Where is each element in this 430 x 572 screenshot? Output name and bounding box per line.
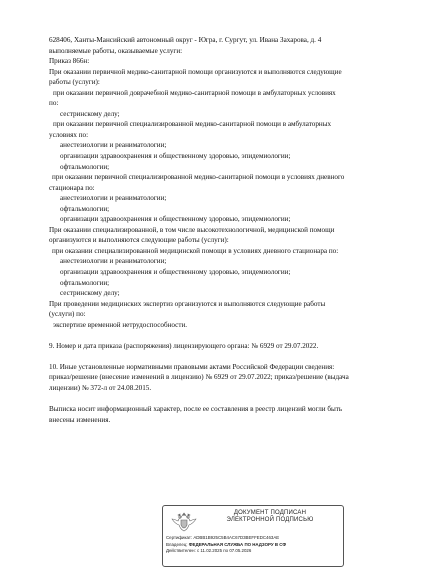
stamp-owner <box>166 542 342 549</box>
paragraph-spacer <box>49 351 381 362</box>
document-line: 628406, Ханты-Мансийский автономный округ - Югра, г. Сургут, ул. Ивана Захарова, д. 4 <box>49 36 322 44</box>
document-line: 9. Номер и дата приказа (распоряжения) лицензирующего органа: № 6929 от 29.07.2022. <box>49 341 319 350</box>
document-line: офтальмологии; <box>60 278 110 287</box>
paragraph-spacer <box>49 394 381 405</box>
stamp-certificate <box>166 535 342 542</box>
document-line: анестезиологии и реаниматологии; <box>60 194 167 203</box>
document-line: при оказании первичной специализированной медико-санитарной помощи в условиях дневного <box>52 173 345 182</box>
paragraph-spacer <box>49 330 381 341</box>
document-line: лицензии) № 372-л от 24.08.2015. <box>49 383 152 392</box>
document-line: При проведении медицинских экспертиз организуются и выполняются следующие работы <box>49 299 326 308</box>
document-line: при оказании первичной специализированной медико-санитарной помощи в амбулаторных <box>53 120 332 129</box>
certificate-label: Сертификат: <box>166 535 193 540</box>
document-line: офтальмологии; <box>60 204 110 213</box>
coat-of-arms-icon <box>169 510 199 534</box>
document-line: внесены изменения. <box>49 415 111 424</box>
document-line: организуются и выполняются следующие работы (услуги): <box>49 236 229 245</box>
document-line: 10. Иные установленные нормативными правовыми актами Российской Федерации сведения: <box>49 362 335 371</box>
document-line: При оказании первичной медико-санитарной помощи организуются и выполняются следующие <box>49 67 342 76</box>
document-line: организации здравоохранения и общественному здоровью, эпидемиологии; <box>60 215 291 224</box>
document-line: по: <box>49 99 59 108</box>
document-line: организации здравоохранения и общественному здоровью, эпидемиологии; <box>60 268 291 277</box>
document-line: условиях по: <box>49 130 89 139</box>
document-line: сестринскому делу; <box>60 289 120 298</box>
stamp-validity <box>166 548 342 555</box>
document-line: работы (услуги): <box>49 78 100 87</box>
document-line: офтальмологии; <box>60 162 110 171</box>
validity-value: с 11.02.2025 по 07.05.2026 <box>197 548 252 554</box>
document-line: (услуги) по: <box>49 310 86 319</box>
document-line: Приказ 866н: <box>49 57 90 66</box>
validity-label: Действителен: <box>166 548 196 554</box>
document-line: экспертизе временной нетрудоспособности. <box>53 320 188 329</box>
certificate-value: ADBB1B925C5B4AC67D3BEFFEDC463AE <box>193 535 280 540</box>
document-line: приказ/решение (внесение изменений в лицензию) № 6929 от 29.07.2022; приказ/решение (выдача <box>49 373 349 382</box>
owner-label: Владелец: <box>166 541 188 547</box>
document-line: сестринскому делу; <box>60 109 120 118</box>
document-line: анестезиологии и реаниматологии; <box>60 257 167 266</box>
owner-value: ФЕДЕРАЛЬНАЯ СЛУЖБА ПО НАДЗОРУ В СФ <box>188 541 287 547</box>
document-line: При оказании специализированной, в том числе высокотехнологичной, медицинской помощи <box>49 225 335 234</box>
document-line: Выписка носит информационный характер, после ее составления в реестр лицензий могли быть <box>49 405 343 413</box>
stamp-title-line2: ЭЛЕКТРОННОЙ ПОДПИСЬЮ <box>226 517 314 524</box>
electronic-signature-stamp <box>162 505 344 567</box>
document-line: выполняемые работы, оказываемые услуги: <box>49 46 183 55</box>
stamp-title-line1: ДОКУМЕНТ ПОДПИСАН <box>233 510 307 516</box>
document-line: организации здравоохранения и общественному здоровью, эпидемиологии; <box>60 152 291 161</box>
document-line: при оказании специализированной медицинской помощи в условиях дневного стационара по: <box>52 246 339 255</box>
document-line: стационара по: <box>49 183 95 192</box>
document-line: при оказании первичной доврачебной медико-санитарной помощи в амбулаторных условиях <box>53 88 336 97</box>
document-line: анестезиологии и реаниматологии; <box>60 141 167 150</box>
document-body <box>49 35 381 425</box>
